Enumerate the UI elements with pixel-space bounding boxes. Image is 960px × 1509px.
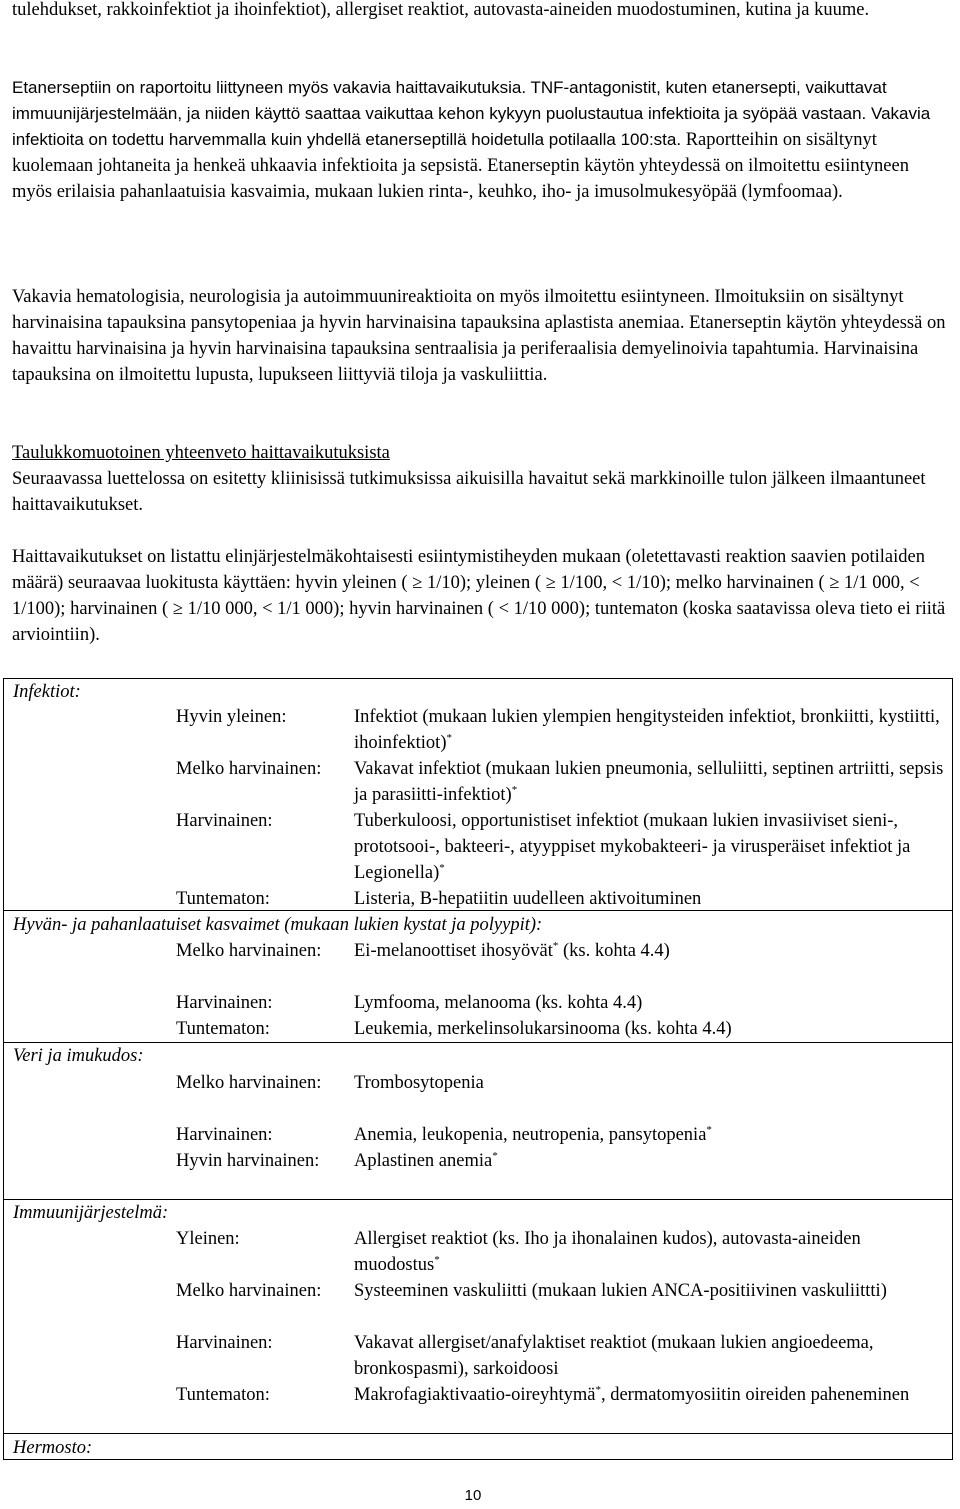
freq-label: Tuntematon: [176, 889, 270, 909]
freq-label: Hyvin harvinainen: [176, 1151, 320, 1171]
footnote-star: * [511, 784, 518, 796]
section-title-blood: Veri ja imukudos: [13, 1046, 144, 1066]
effect-description: Systeeminen vaskuliitti (mukaan lukien ANCA-positiivinen vaskuliittti) [354, 1281, 887, 1301]
effect-text: Anemia, leukopenia, neutropenia, pansytopenia [354, 1125, 707, 1145]
effect-text: Aplastinen anemia [354, 1151, 493, 1171]
section-heading: Taulukkomuotoinen yhteenveto haittavaikutuksista [12, 443, 390, 463]
section-divider [4, 910, 952, 911]
section-title-nervous: Hermosto: [13, 1438, 93, 1458]
paragraph-table-intro [12, 440, 947, 518]
paragraph-hematologic: Vakavia hematologisia, neurologisia ja autoimmuunireaktioita on myös ilmoitettu esiintyneen. Ilmoituksiin on sisältynyt harvinaisina tapauksina pansytopeniaa ja hyvin harvinaisina tapauksina aplastista anemiaa. Etanerseptin käytön yhteydessä on havaittu harvinaisina ja hyvin harvinaisina tapauksina sentraalisia ja periferaalisia demyelinoivia tapahtumia. Harvinaisina tapauksina on ilmoitettu lupusta, lupukseen liittyviä tiloja ja vaskuliittia. [12, 287, 946, 385]
effect-text: Allergiset reaktiot (ks. Iho ja ihonalainen kudos), autovasta-aineiden muodostus [354, 1229, 861, 1275]
section-title-neoplasms: Hyvän- ja pahanlaatuiset kasvaimet (mukaan lukien kystat ja polyypit): [13, 915, 543, 935]
freq-label: Harvinainen: [176, 1125, 273, 1145]
effect-description [354, 1122, 944, 1148]
effect-description [354, 704, 944, 756]
effect-text-ref: (ks. kohta 4.4) [558, 941, 670, 961]
footnote-star: * [446, 732, 452, 744]
adverse-effects-table [3, 678, 953, 1460]
paragraph-serious-effects-a: Etanerseptiin on raportoitu liittyneen myös vakavia haittavaikutuksia. TNF-antagonistit, kuten etanersepti, vaikuttavat immuunijärjestelmään, ja niiden käyttö saattaa vaikuttaa kehon kykyyn puolustautua infektioita ja syöpää vastaan. Vakavia infektioita on todettu harvemmalla kuin yhdellä etanerseptillä hoidetulla potilaalla 100:sta. [12, 78, 931, 149]
effect-description [354, 1226, 944, 1278]
effect-text: Makrofagiaktivaatio-oireyhtymä [354, 1385, 596, 1405]
section-divider [4, 1042, 952, 1043]
effect-description [354, 1148, 944, 1174]
footnote-star: * [706, 1124, 712, 1136]
freq-label: Yleinen: [176, 1229, 240, 1249]
effect-text: Tuberkuloosi, opportunistiset infektiot (mukaan lukien invasiiviset sieni-, prototsooi-, bakteeri-, atyyppiset mykobakteeri- ja virusperäiset infektiot ja Legionella) [354, 811, 911, 883]
effect-description [354, 808, 944, 886]
effect-description [354, 1382, 944, 1408]
effect-description: Vakavat allergiset/anafylaktiset reaktiot (mukaan lukien angioedeema, bronkospasmi), sarkoidoosi [354, 1333, 874, 1379]
freq-label: Melko harvinainen: [176, 941, 322, 961]
effect-text-rest: , dermatomyosiitin oireiden paheneminen [600, 1385, 910, 1405]
freq-label: Melko harvinainen: [176, 1073, 322, 1093]
paragraph-frequency-classes: Haittavaikutukset on listattu elinjärjestelmäkohtaisesti esiintymistiheyden mukaan (oletettavasti reaktion saavien potilaiden määrä) seuraavaa luokitusta käyttäen: hyvin yleinen ( ≥ 1/10); yleinen ( ≥ 1/100, < 1/10); melko harvinainen ( ≥ 1/1 000, < 1/100); harvinainen ( ≥ 1/10 000, < 1/1 000); hyvin harvinainen ( < 1/10 000); tuntematon (koska saatavissa oleva tieto ei riitä arviointiin). [12, 547, 946, 645]
effect-text: Vakavat infektiot (mukaan lukien pneumonia, selluliitti, septinen artriitti, sepsis ja parasiitti-infektiot) [354, 759, 944, 805]
freq-label: Melko harvinainen: [176, 759, 322, 779]
footnote-star: * [434, 1254, 440, 1266]
freq-label: Harvinainen: [176, 811, 273, 831]
effect-description: Listeria, B-hepatiitin uudelleen aktivoituminen [354, 889, 702, 909]
freq-label: Tuntematon: [176, 1019, 270, 1039]
effect-text: Ei-melanoottiset ihosyövät [354, 941, 553, 961]
effect-description [354, 938, 944, 964]
effect-text: Infektiot (mukaan lukien ylempien hengitysteiden infektiot, bronkiitti, kystiitti, ihoinfektiot) [354, 707, 940, 753]
freq-label: Harvinainen: [176, 993, 273, 1013]
footnote-star: * [595, 1384, 601, 1396]
section-heading-text: Seuraavassa luettelossa on esitetty kliinisissä tutkimuksissa aikuisilla havaitut sekä markkinoille tulon jälkeen ilmaantuneet haittavaikutukset. [12, 469, 926, 515]
paragraph-serious-effects [12, 75, 947, 205]
section-title-immune: Immuunijärjestelmä: [13, 1203, 169, 1223]
page-number: 10 [464, 1487, 482, 1504]
footnote-star: * [552, 940, 559, 952]
effect-description [354, 756, 944, 808]
section-divider [4, 1433, 952, 1434]
effect-description: Lymfooma, melanooma (ks. kohta 4.4) [354, 993, 643, 1013]
footnote-star: * [439, 862, 445, 874]
footnote-star: * [492, 1150, 498, 1162]
freq-label: Harvinainen: [176, 1333, 273, 1353]
paragraph-intro: tulehdukset, rakkoinfektiot ja ihoinfektiot), allergiset reaktiot, autovasta-aineiden muodostuminen, kutina ja kuume. [12, 0, 870, 20]
effect-description: Trombosytopenia [354, 1073, 484, 1093]
effect-description: Leukemia, merkelinsolukarsinooma (ks. kohta 4.4) [354, 1019, 732, 1039]
paragraph-serious-effects-b: Raportteihin on sisältynyt kuolemaan johtaneita ja henkeä uhkaavia infektioita ja sepsistä. Etanerseptin käytön yhteydessä on ilmoitettu esiintyneen myös erilaisia pahanlaatuisia kasvaimia, mukaan lukien rinta-, keuhko, iho- ja imusolmukesyöpää (lymfoomaa). [12, 130, 909, 202]
section-title-infections: Infektiot: [13, 682, 81, 702]
freq-label: Melko harvinainen: [176, 1281, 322, 1301]
freq-label: Hyvin yleinen: [176, 707, 287, 727]
freq-label: Tuntematon: [176, 1385, 270, 1405]
